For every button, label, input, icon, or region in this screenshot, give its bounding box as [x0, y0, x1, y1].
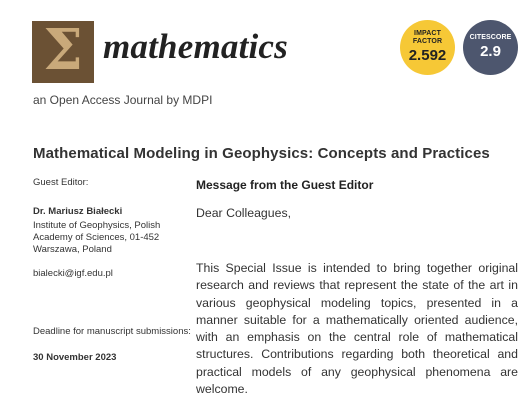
impact-factor-label-line2: FACTOR	[412, 38, 443, 45]
deadline-date: 30 November 2023	[33, 352, 117, 363]
impact-factor-badge	[400, 20, 455, 75]
deadline-label: Deadline for manuscript submissions:	[33, 326, 191, 337]
journal-name: mathematics	[103, 27, 288, 66]
guest-editor-name: Dr. Mariusz Białecki	[33, 206, 123, 217]
sigma-icon: Σ	[43, 17, 83, 83]
guest-editor-email[interactable]: bialecki@igf.edu.pl	[33, 268, 113, 279]
guest-editor-label: Guest Editor:	[33, 177, 89, 188]
impact-factor-value: 2.592	[408, 47, 447, 64]
citescore-label: CITESCORE	[469, 34, 512, 41]
journal-tagline: an Open Access Journal by MDPI	[33, 93, 213, 107]
journal-logo[interactable]	[32, 17, 94, 83]
message-body: This Special Issue is intended to bring together original research and reviews that represent the state of the art in various geophysical modeling topics, presented in a manner suitable for a mathematically oriented audience, with an emphasis on the central role of mathematical structures. Contributions regarding both theoretical and practical models of any geophysical phenomena are welcome.	[196, 261, 518, 397]
guest-editor-affiliation: Institute of Geophysics, Polish Academy of Sciences, 01-452 Warszawa, Poland	[33, 220, 161, 255]
citescore-badge	[463, 20, 518, 75]
message-heading: Message from the Guest Editor	[196, 178, 374, 192]
message-greeting: Dear Colleagues,	[196, 206, 292, 220]
special-issue-title: Mathematical Modeling in Geophysics: Concepts and Practices	[33, 145, 490, 162]
citescore-value: 2.9	[480, 43, 501, 60]
impact-factor-label-line1: IMPACT	[414, 30, 441, 37]
